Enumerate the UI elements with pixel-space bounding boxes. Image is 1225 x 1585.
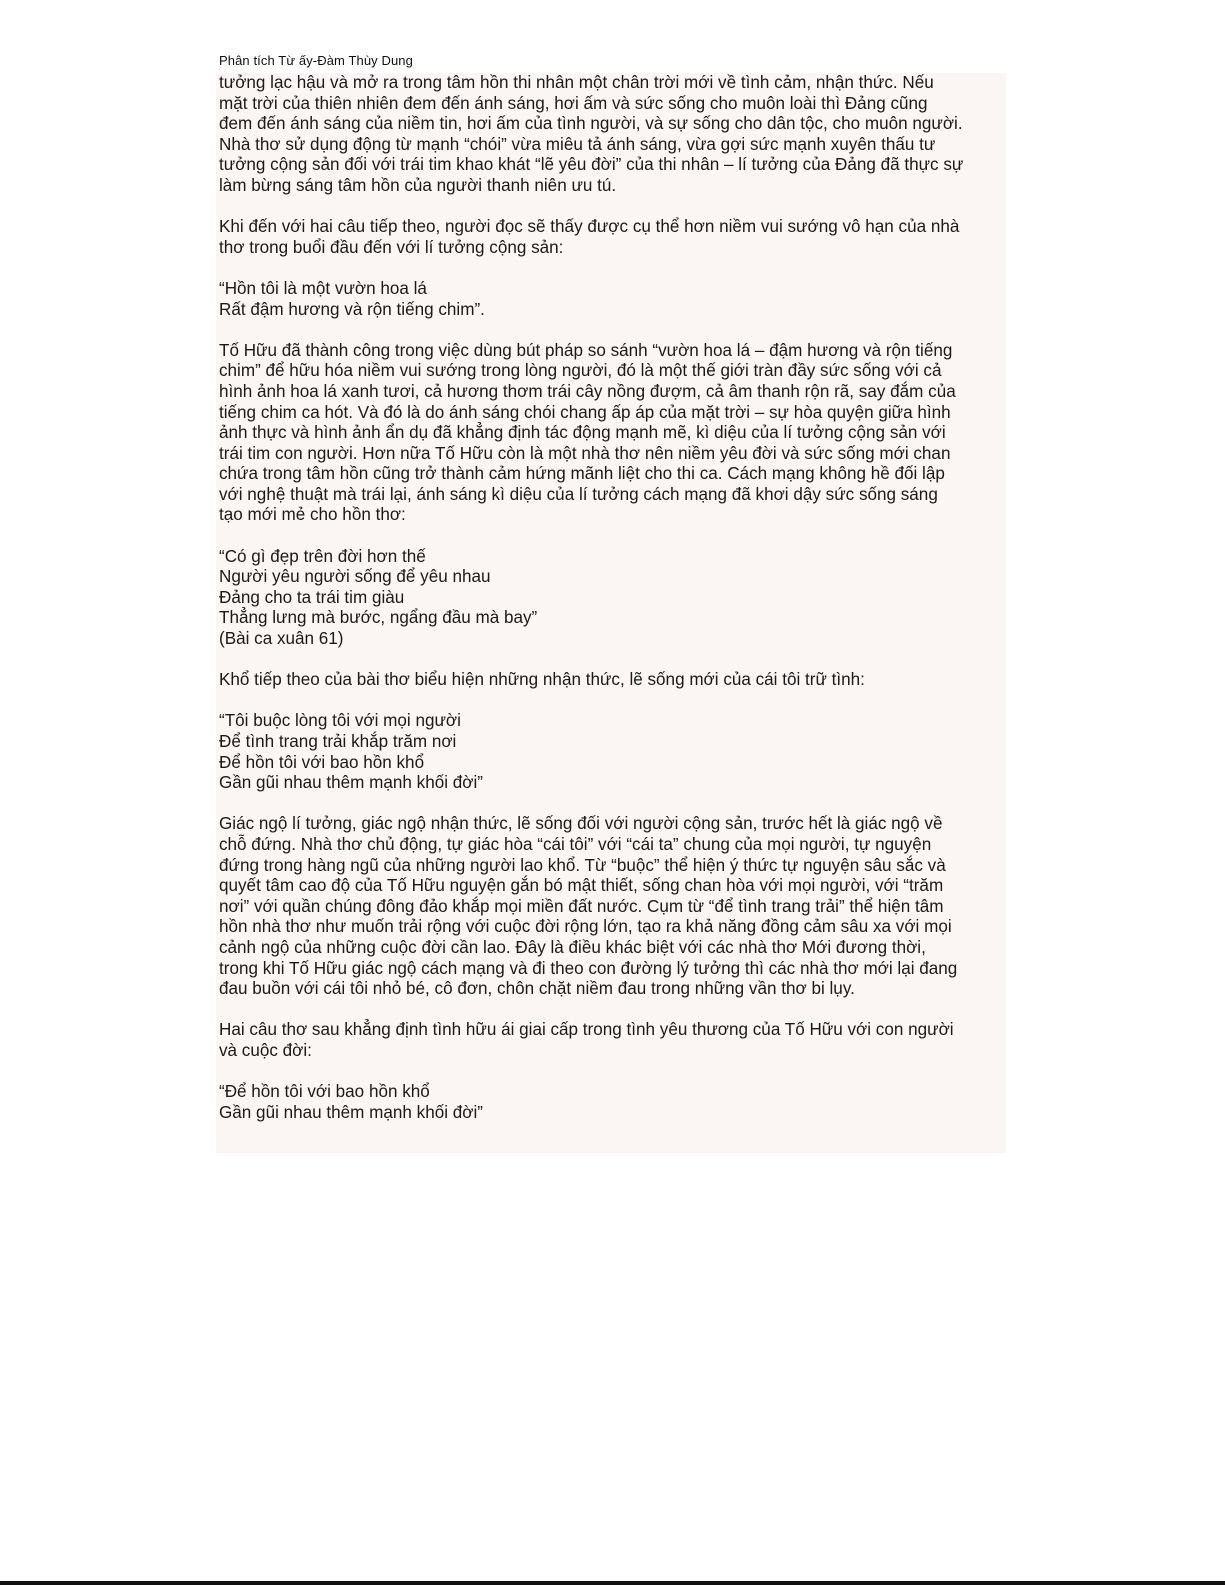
text-line: “Tôi buộc lòng tôi với mọi người <box>219 711 461 731</box>
text-line: đau buồn với cái tôi nhỏ bé, cô đơn, chôn chặt niềm đau trong những vần thơ bi lụy. <box>219 979 855 999</box>
text-line: Giác ngộ lí tưởng, giác ngộ nhận thức, lẽ sống đối với người cộng sản, trước hết là giác ngộ về <box>219 814 943 834</box>
text-line: và cuộc đời: <box>219 1040 312 1060</box>
text-line: làm bừng sáng tâm hồn của người thanh niên ưu tú. <box>219 175 617 195</box>
paragraph <box>219 279 1006 320</box>
text-line: tiếng chim ca hót. Và đó là do ánh sáng chói chang ấp áp của mặt trời – sự hòa quyện giữa hình <box>219 402 951 422</box>
text-line: quyết tâm cao độ của Tố Hữu nguyện gắn bó mật thiết, sống chan hòa với mọi người, với “trăm <box>219 876 944 896</box>
running-header: Phân tích Từ ấy-Đàm Thùy Dung <box>219 53 413 68</box>
paragraph <box>219 814 1006 999</box>
text-line: cảnh ngộ của những cuộc đời cần lao. Đây là điều khác biệt với các nhà thơ Mới đương thời, <box>219 937 926 957</box>
text-line: đứng trong hàng ngũ của những người lao khổ. Từ “buộc” thể hiện ý thức tự nguyện sâu sắc và <box>219 855 946 875</box>
text-line: thơ trong buổi đầu đến với lí tưởng cộng sản: <box>219 237 564 257</box>
text-line: chứa trong tâm hồn cũng trở thành cảm hứng mãnh liệt cho thi ca. Cách mạng không hề đối lập <box>219 464 945 484</box>
text-line: Đảng cho ta trái tim giàu <box>219 587 405 607</box>
text-line: Nhà thơ sử dụng động từ mạnh “chói” vừa miêu tả ánh sáng, vừa gợi sức mạnh xuyên thấu tư <box>219 134 936 154</box>
text-line: chim” để hữu hóa niềm vui sướng trong lòng người, đó là một thế giới tràn đầy sức sống với cả <box>219 361 942 381</box>
text-line: Để tình trang trải khắp trăm nơi <box>219 732 457 751</box>
paragraph <box>219 341 1006 526</box>
paragraph <box>219 1082 1006 1123</box>
text-line: trong khi Tố Hữu giác ngộ cách mạng và đi theo con đường lý tưởng thì các nhà thơ mới lại đang <box>219 958 958 978</box>
text-line: Khổ tiếp theo của bài thơ biểu hiện những nhận thức, lẽ sống mới của cái tôi trữ tình: <box>219 670 865 690</box>
paragraph <box>219 711 1006 793</box>
essay-body <box>219 73 1006 1123</box>
paragraph <box>219 670 1006 691</box>
text-line: Gần gũi nhau thêm mạnh khối đời” <box>219 1102 483 1122</box>
text-line: Gần gũi nhau thêm mạnh khối đời” <box>219 773 483 793</box>
paragraph <box>219 73 1006 197</box>
text-line: Khi đến với hai câu tiếp theo, người đọc sẽ thấy được cụ thể hơn niềm vui sướng vô hạn của nhà <box>219 217 960 237</box>
text-line: Hai câu thơ sau khẳng định tình hữu ái giai cấp trong tình yêu thương của Tố Hữu với con người <box>219 1020 954 1040</box>
text-line: Để hồn tôi với bao hồn khổ <box>219 752 425 772</box>
text-line: đem đến ánh sáng của niềm tin, hơi ấm của tình người, và sự sống cho dân tộc, cho muôn người. <box>219 114 963 134</box>
text-line: trái tim con người. Hơn nữa Tố Hữu còn là một nhà thơ nên niềm yêu đời và sức sống mới chan <box>219 443 951 463</box>
text-line: Người yêu người sống để yêu nhau <box>219 567 491 587</box>
text-line: tưởng lạc hậu và mở ra trong tâm hồn thi nhân một chân trời mới về tình cảm, nhận thức. Nếu <box>219 73 934 92</box>
text-line: “Để hồn tôi với bao hồn khổ <box>219 1082 430 1102</box>
text-line: “Có gì đẹp trên đời hơn thế <box>219 546 426 566</box>
text-line: tạo mới mẻ cho hồn thơ: <box>219 505 406 525</box>
text-line: tưởng cộng sản đối với trái tim khao khát “lẽ yêu đời” của thi nhân – lí tưởng của Đảng đã thực sự <box>219 155 964 175</box>
text-line: mặt trời của thiên nhiên đem đến ánh sáng, hơi ấm và sức sống cho muôn loài thì Đảng cũng <box>219 93 928 113</box>
text-line: Rất đậm hương và rộn tiếng chim”. <box>219 299 485 319</box>
text-line: nơi” với quần chúng đông đảo khắp mọi miền đất nước. Cụm từ “để tình trang trải” thể hiện tâm <box>219 896 944 916</box>
essay-text-block <box>216 73 1006 1153</box>
text-line: chỗ đứng. Nhà thơ chủ động, tự giác hòa “cái tôi” với “cái ta” chung của mọi người, tự nguyện <box>219 834 932 854</box>
paragraph <box>219 547 1006 650</box>
text-line: ảnh thực và hình ảnh ẩn dụ đã khẳng định tác động mạnh mẽ, kì diệu của lí tưởng cộng sản với <box>219 423 946 443</box>
paragraph <box>219 217 1006 258</box>
text-line: Tố Hữu đã thành công trong việc dùng bút pháp so sánh “vườn hoa lá – đậm hương và rộn tiếng <box>219 340 953 360</box>
text-line: với nghệ thuật mà trái lại, ánh sáng kì diệu của lí tưởng cách mạng đã khơi dậy sức sống sáng <box>219 484 938 504</box>
text-line: hình ảnh hoa lá xanh tươi, cả hương thơm trái cây nồng đượm, cả âm thanh rộn rã, say đắm của <box>219 381 956 401</box>
paragraph <box>219 1020 1006 1061</box>
text-line: (Bài ca xuân 61) <box>219 629 344 649</box>
text-line: “Hồn tôi là một vườn hoa lá <box>219 278 427 298</box>
text-line: Thẳng lưng mà bước, ngẩng đầu mà bay” <box>219 608 538 628</box>
text-line: hồn nhà thơ như muốn trải rộng với cuộc đời rộng lớn, tạo ra khả năng đồng cảm sâu xa với mọi <box>219 917 952 937</box>
page-bottom-border <box>0 1581 1225 1585</box>
